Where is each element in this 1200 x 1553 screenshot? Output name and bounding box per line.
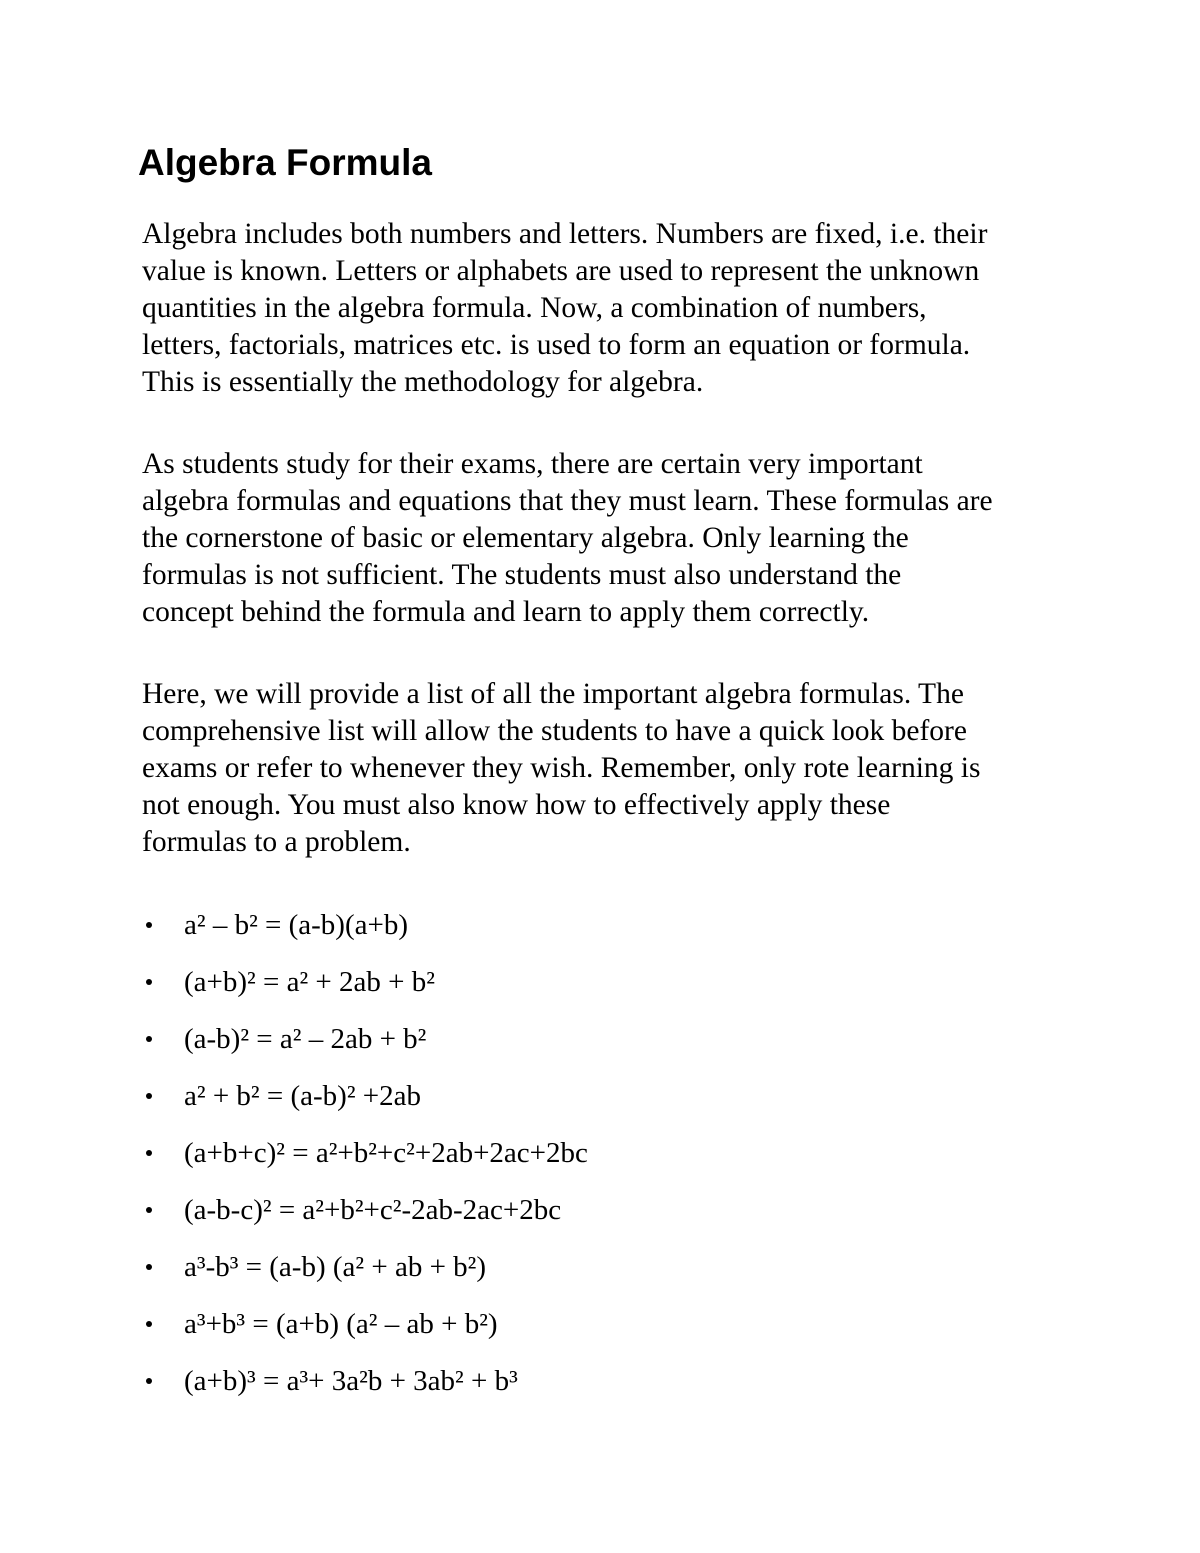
formula-text: (a+b)³ = a³+ 3a²b + 3ab² + b³ [184, 1365, 518, 1397]
paragraph-line: Here, we will provide a list of all the important algebra formulas. The [142, 678, 964, 710]
paragraph-line: not enough. You must also know how to effectively apply these [142, 789, 891, 821]
page-title: Algebra Formula [138, 142, 432, 183]
bullet-icon [146, 1378, 152, 1384]
paragraph-line: formulas is not sufficient. The students must also understand the [142, 559, 902, 591]
bullet-icon [146, 1207, 152, 1213]
bullet-icon [146, 1150, 152, 1156]
paragraph-line: exams or refer to whenever they wish. Remember, only rote learning is [142, 752, 981, 784]
paragraph-line: comprehensive list will allow the students to have a quick look before [142, 715, 967, 747]
bullet-icon [146, 1321, 152, 1327]
bullet-icon [146, 1264, 152, 1270]
bullet-icon [146, 922, 152, 928]
paragraph-list-intro [142, 676, 1072, 861]
bullet-icon [146, 979, 152, 985]
paragraph-line: formulas to a problem. [142, 826, 411, 858]
formula-text: a³-b³ = (a-b) (a² + ab + b²) [184, 1251, 487, 1283]
formula-text: (a+b)² = a² + 2ab + b² [184, 966, 435, 998]
bullet-icon [146, 1036, 152, 1042]
paragraph-line: This is essentially the methodology for algebra. [142, 366, 704, 398]
paragraph-intro [142, 216, 1072, 401]
paragraph-line: value is known. Letters or alphabets are used to represent the unknown [142, 255, 980, 287]
formula-text: a² + b² = (a-b)² +2ab [184, 1080, 421, 1112]
formula-text: (a-b-c)² = a²+b²+c²-2ab-2ac+2bc [184, 1194, 562, 1226]
paragraph-line: Algebra includes both numbers and letters. Numbers are fixed, i.e. their [142, 218, 988, 250]
paragraph-line: concept behind the formula and learn to apply them correctly. [142, 596, 870, 628]
paragraph-study [142, 446, 1072, 631]
bullet-icon [146, 1093, 152, 1099]
formula-text: a² – b² = (a-b)(a+b) [184, 909, 408, 941]
paragraph-line: the cornerstone of basic or elementary algebra. Only learning the [142, 522, 909, 554]
formula-text: (a+b+c)² = a²+b²+c²+2ab+2ac+2bc [184, 1137, 588, 1169]
paragraph-line: letters, factorials, matrices etc. is used to form an equation or formula. [142, 329, 971, 361]
paragraph-line: quantities in the algebra formula. Now, a combination of numbers, [142, 292, 927, 324]
formula-text: (a-b)² = a² – 2ab + b² [184, 1023, 427, 1055]
paragraph-line: As students study for their exams, there are certain very important [142, 448, 923, 480]
paragraph-line: algebra formulas and equations that they must learn. These formulas are [142, 485, 993, 517]
formula-text: a³+b³ = (a+b) (a² – ab + b²) [184, 1308, 498, 1340]
